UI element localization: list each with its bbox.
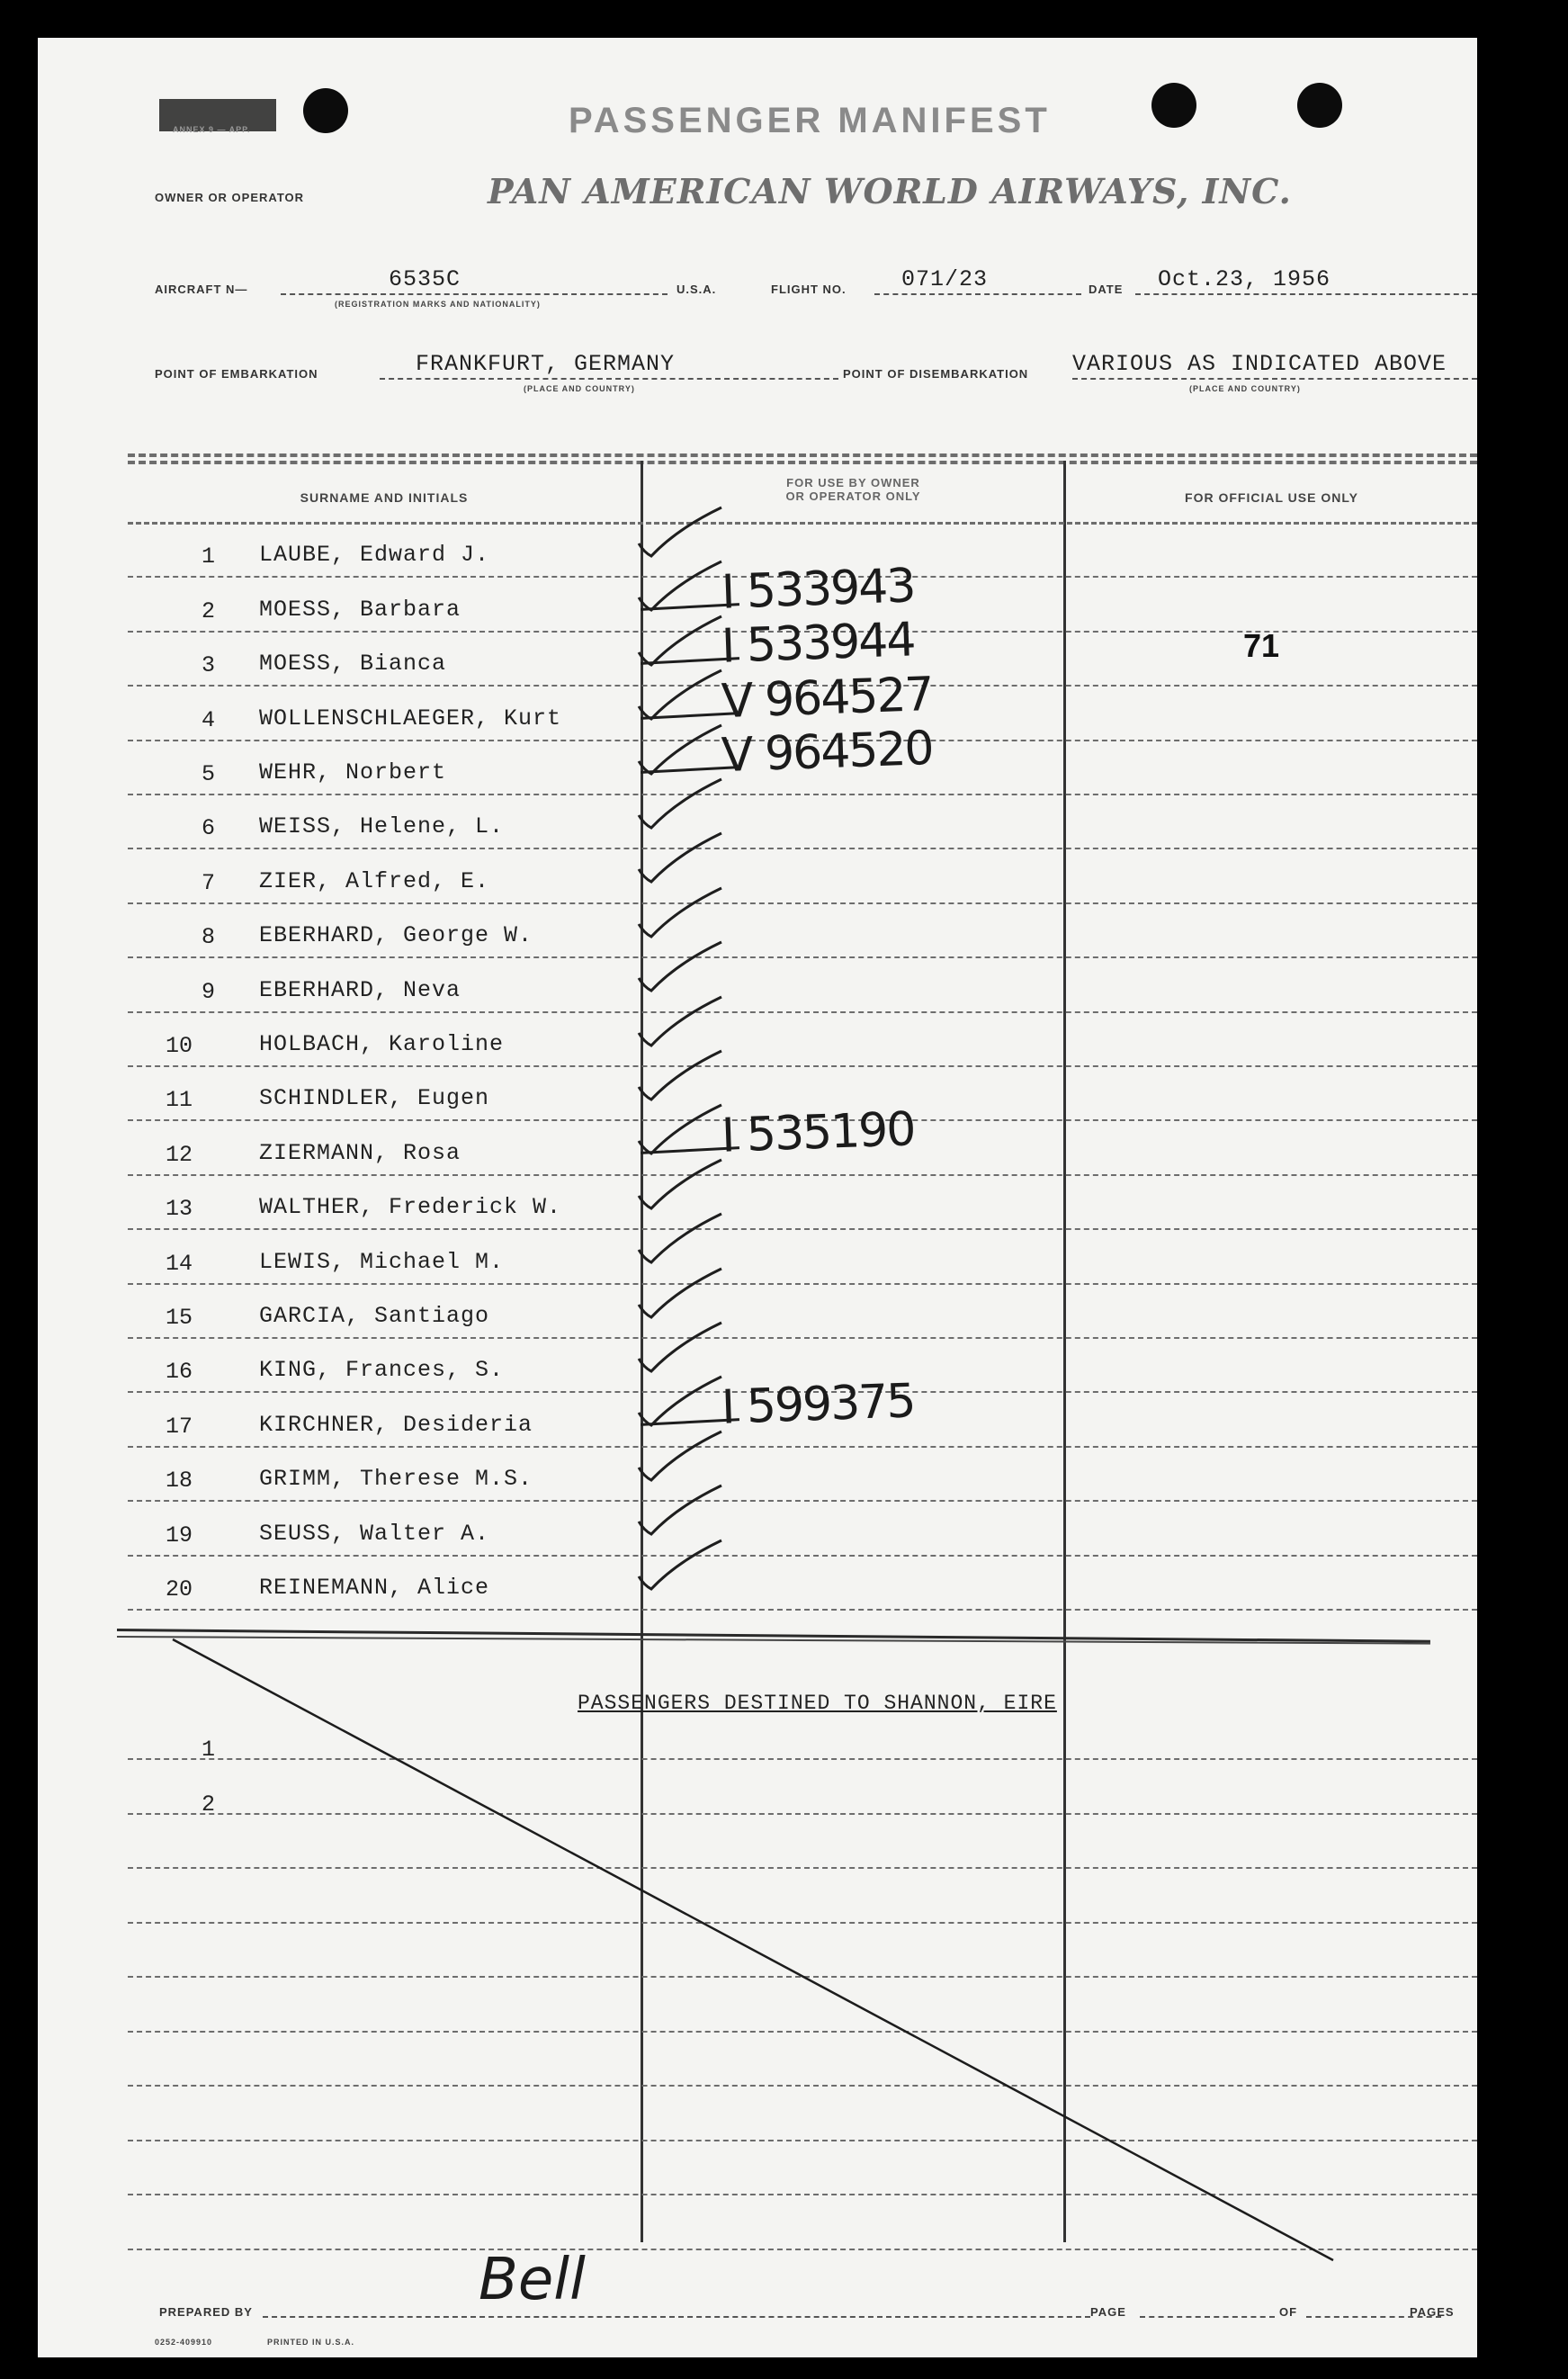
page-title: PASSENGER MANIFEST [569, 101, 1051, 140]
usa-label: U.S.A. [676, 283, 717, 296]
passenger-name: WALTHER, Frederick W. [259, 1194, 562, 1221]
document-number: I 599375 [721, 1374, 916, 1435]
flight-label: FLIGHT NO. [771, 283, 847, 296]
disembark-value: VARIOUS AS INDICATED ABOVE [1072, 351, 1447, 377]
embark-label: POINT OF EMBARKATION [155, 367, 318, 381]
passenger-name: GARCIA, Santiago [259, 1302, 490, 1329]
row-number: 18 [166, 1468, 193, 1495]
passenger-name: EBERHARD, Neva [259, 976, 461, 1003]
page-label: PAGE [1090, 2305, 1126, 2319]
section-row-number: 1 [202, 1737, 216, 1763]
column-header-surname: SURNAME AND INITIALS [300, 490, 469, 505]
row-number: 10 [166, 1032, 193, 1059]
column-header-owner-use: FOR USE BY OWNER OR OPERATOR ONLY [785, 476, 921, 503]
printed-label: PRINTED IN U.S.A. [267, 2338, 355, 2347]
passenger-name: EBERHARD, George W. [259, 922, 533, 949]
preparer-signature: Bell [479, 2247, 586, 2313]
row-number: 8 [202, 924, 216, 951]
registration-caption: (REGISTRATION MARKS AND NATIONALITY) [335, 300, 541, 309]
row-number: 17 [166, 1413, 193, 1440]
row-number: 20 [166, 1576, 193, 1602]
of-label: OF [1279, 2305, 1298, 2319]
passenger-name: ZIERMANN, Rosa [259, 1139, 461, 1166]
row-number: 5 [202, 760, 216, 787]
row-number: 12 [166, 1141, 193, 1168]
cancellation-line [38, 38, 1477, 2357]
document-number: I 535190 [721, 1102, 916, 1163]
print-code: 0252-409910 [155, 2338, 213, 2347]
disembark-label: POINT OF DISEMBARKATION [843, 367, 1029, 381]
passenger-name: LEWIS, Michael M. [259, 1248, 505, 1275]
aircraft-label: AIRCRAFT N— [155, 283, 248, 296]
section-heading: PASSENGERS DESTINED TO SHANNON, EIRE [578, 1692, 1057, 1715]
row-number: 7 [202, 869, 216, 896]
row-number: 9 [202, 978, 216, 1005]
row-number: 14 [166, 1250, 193, 1277]
section-row-number: 2 [202, 1791, 216, 1818]
prepared-label: PREPARED BY [159, 2305, 253, 2319]
date-value: Oct.23, 1956 [1158, 266, 1331, 292]
row-number: 3 [202, 652, 216, 679]
manifest-sheet [38, 38, 1477, 2357]
place-caption-disembark: (PLACE AND COUNTRY) [1189, 384, 1301, 393]
form-code: ANNEX 9 — APP. [173, 125, 251, 134]
column-header-official: FOR OFFICIAL USE ONLY [1185, 490, 1358, 505]
row-number: 15 [166, 1304, 193, 1331]
passenger-name: MOESS, Bianca [259, 651, 447, 678]
document-number: I 533943 [721, 559, 916, 620]
flight-value: 071/23 [901, 266, 989, 292]
passenger-name: KIRCHNER, Desideria [259, 1411, 533, 1438]
place-caption-embark: (PLACE AND COUNTRY) [524, 384, 635, 393]
row-number: 6 [202, 815, 216, 842]
operator-name: PAN AMERICAN WORLD AIRWAYS, INC. [488, 171, 1292, 211]
passenger-name: WOLLENSCHLAEGER, Kurt [259, 705, 562, 732]
passenger-name: SEUSS, Walter A. [259, 1520, 490, 1547]
pages-label: PAGES [1410, 2305, 1455, 2319]
document-number: V 964527 [721, 667, 934, 729]
owner-label: OWNER OR OPERATOR [155, 191, 305, 204]
row-number: 1 [202, 543, 216, 570]
passenger-name: ZIER, Alfred, E. [259, 867, 490, 894]
passenger-name: KING, Frances, S. [259, 1357, 505, 1384]
passenger-name: HOLBACH, Karoline [259, 1030, 505, 1057]
passenger-name: REINEMANN, Alice [259, 1574, 490, 1601]
row-number: 4 [202, 706, 216, 733]
passenger-name: GRIMM, Therese M.S. [259, 1466, 533, 1493]
passenger-name: MOESS, Barbara [259, 596, 461, 623]
row-number: 13 [166, 1196, 193, 1223]
passenger-name: SCHINDLER, Eugen [259, 1085, 490, 1112]
passenger-name: LAUBE, Edward J. [259, 542, 490, 569]
official-count: 71 [1243, 627, 1280, 664]
passenger-name: WEHR, Norbert [259, 759, 447, 786]
row-number: 19 [166, 1522, 193, 1549]
passenger-name: WEISS, Helene, L. [259, 813, 505, 840]
document-number: I 533944 [721, 613, 916, 674]
embark-value: FRANKFURT, GERMANY [416, 351, 676, 377]
row-number: 11 [166, 1087, 193, 1114]
document-number: V 964520 [721, 721, 934, 784]
row-number: 2 [202, 597, 216, 624]
row-number: 16 [166, 1359, 193, 1386]
date-label: DATE [1089, 283, 1124, 296]
aircraft-value: 6535C [389, 266, 461, 292]
